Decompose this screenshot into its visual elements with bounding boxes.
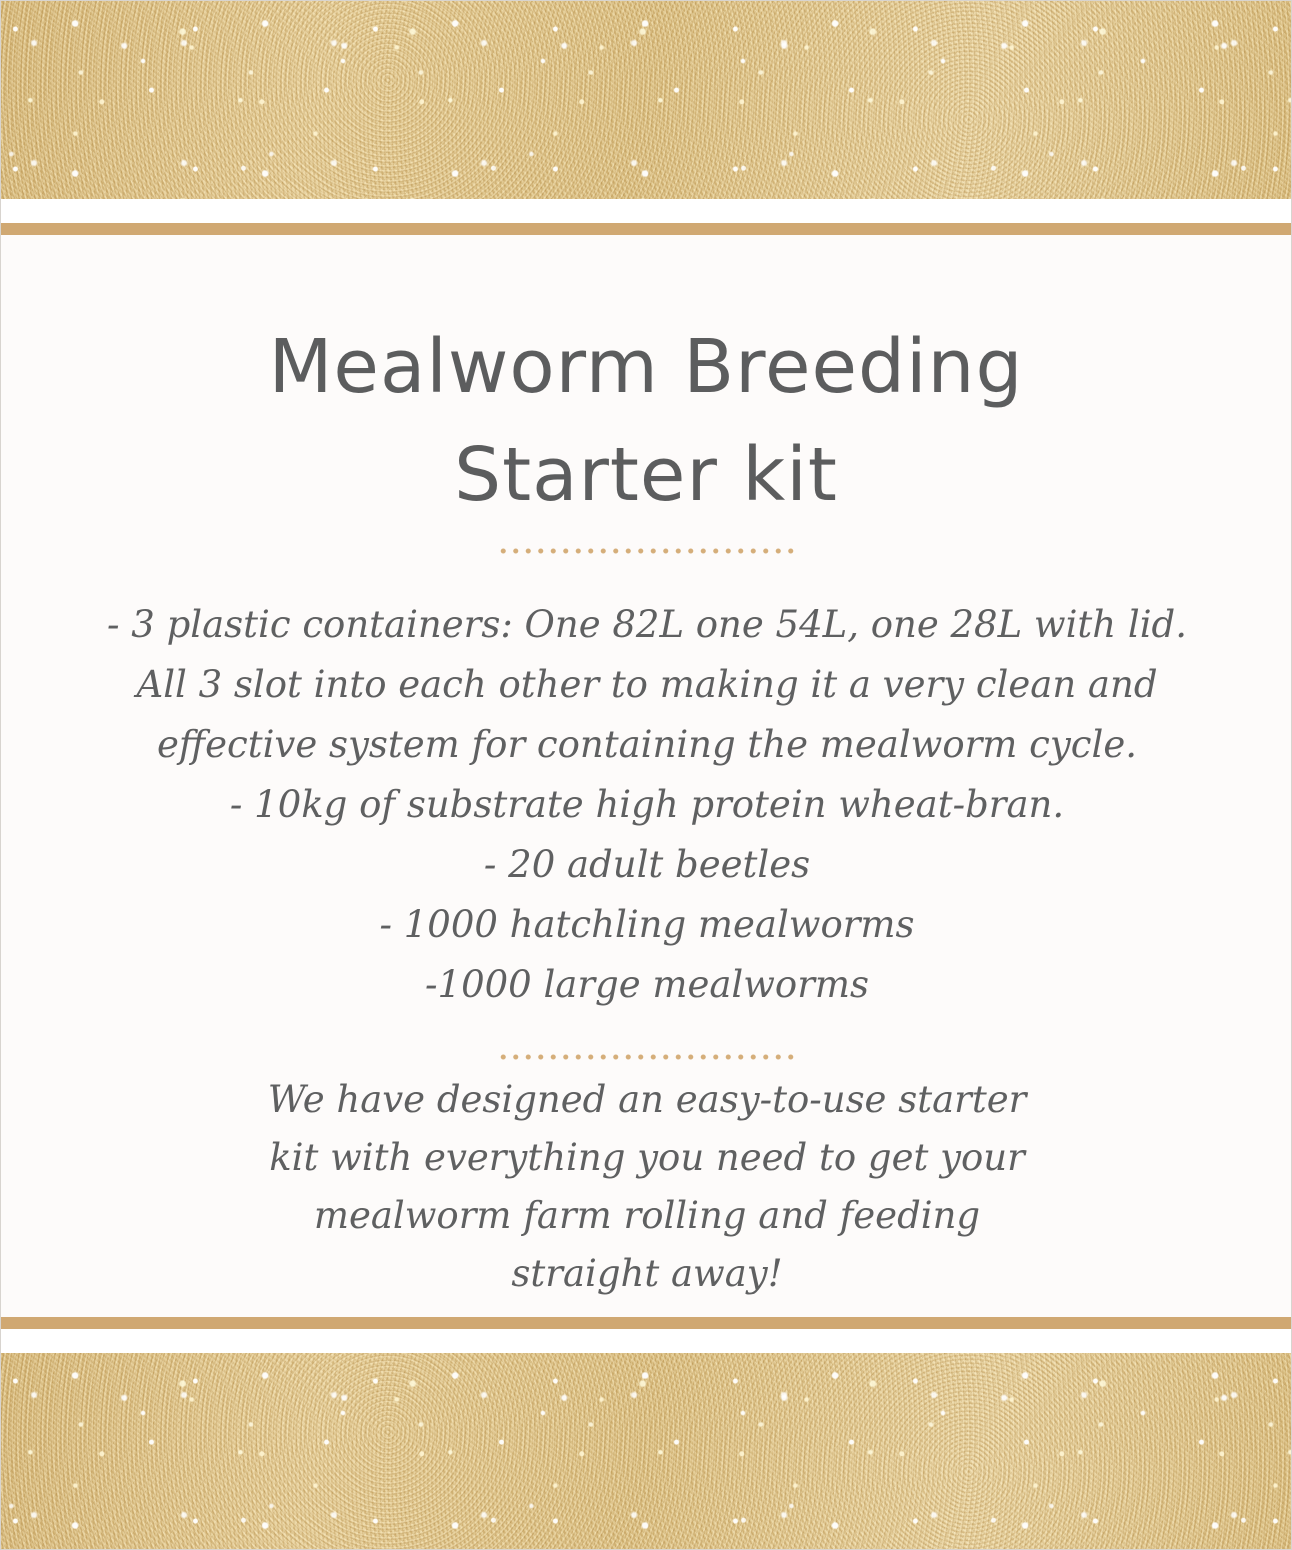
title-line-2: Starter kit	[454, 432, 838, 518]
card-title	[1, 313, 1291, 529]
kit-contents-list	[61, 595, 1233, 1015]
kit-description: We have designed an easy-to-use starter kit with everything you need to get your mealworm farm rolling and feeding straight away!	[267, 1078, 1027, 1295]
dotted-divider-1	[497, 548, 797, 554]
list-item: - 1000 hatchling mealworms	[379, 903, 915, 946]
card-content	[1, 235, 1291, 1317]
dotted-divider-2	[497, 1054, 797, 1060]
list-item: - 3 plastic containers: One 82L one 54L, one 28L with lid. All 3 slot into each other to making it a very clean and effective system for containing the mealworm cycle.	[107, 603, 1187, 766]
list-item: -1000 large mealworms	[425, 963, 869, 1006]
spacer-bottom	[1, 1329, 1291, 1353]
gold-divider-bottom	[1, 1317, 1291, 1329]
list-item: - 20 adult beetles	[483, 843, 811, 886]
gold-glitter-banner-top	[1, 1, 1291, 199]
list-item: - 10kg of substrate high protein wheat-bran.	[229, 783, 1065, 826]
gold-glitter-banner-bottom	[1, 1353, 1291, 1550]
gold-divider-top	[1, 223, 1291, 235]
title-line-1: Mealworm Breeding	[268, 324, 1024, 410]
spacer-top	[1, 199, 1291, 223]
